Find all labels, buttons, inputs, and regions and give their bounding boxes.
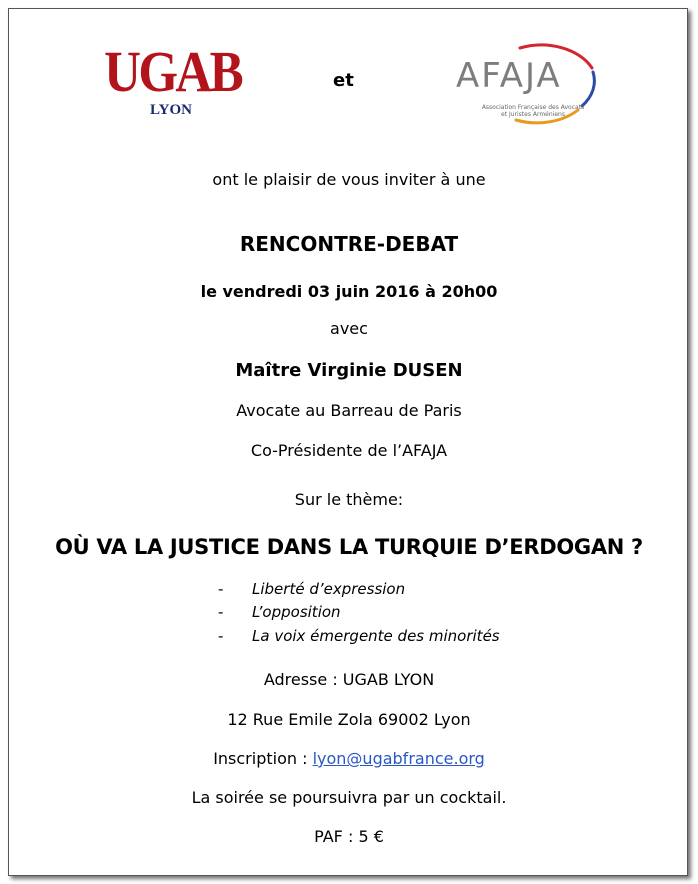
- entry-fee: PAF : 5 €: [314, 827, 384, 846]
- registration-email-link[interactable]: lyon@ugabfrance.org: [312, 749, 485, 768]
- theme-label: Sur le thème:: [294, 490, 404, 509]
- speaker-role-2: Co-Présidente de l’AFAJA: [250, 441, 448, 460]
- speaker-role-1: Avocate au Barreau de Paris: [236, 401, 462, 420]
- ugab-logo-text: UGAB: [104, 39, 242, 104]
- invitation-intro: ont le plaisir de vous inviter à une: [212, 170, 486, 189]
- ugab-logo-city: LYON: [150, 102, 192, 118]
- ugab-logo: [95, 39, 247, 124]
- registration-line: [0, 749, 698, 769]
- topic-dash: -: [218, 580, 224, 598]
- header-connector: et: [333, 70, 354, 91]
- topic-item: [218, 579, 405, 599]
- event-type: RENCONTRE-DEBAT: [239, 232, 459, 256]
- theme-title: OÙ VA LA JUSTICE DANS LA TURQUIE D’ERDOGAN ?: [55, 535, 643, 559]
- topic-dash: -: [218, 603, 224, 621]
- speaker-name: Maître Virginie DUSEN: [235, 360, 463, 381]
- address-street: 12 Rue Emile Zola 69002 Lyon: [227, 710, 471, 729]
- address-label: Adresse : UGAB LYON: [263, 670, 435, 689]
- topic-text: Liberté d’expression: [252, 580, 406, 598]
- event-date: le vendredi 03 juin 2016 à 20h00: [200, 282, 498, 301]
- topic-item: [218, 602, 341, 622]
- registration-label: Inscription :: [213, 749, 313, 768]
- topic-dash: -: [218, 627, 224, 645]
- topic-text: La voix émergente des minorités: [252, 627, 500, 645]
- with-label: avec: [330, 319, 368, 338]
- closing-note: La soirée se poursuivra par un cocktail.: [191, 788, 507, 807]
- afaja-logo-text: AFAJA: [456, 56, 562, 96]
- topic-item: [218, 626, 500, 646]
- afaja-logo: [450, 36, 610, 128]
- topic-text: L’opposition: [252, 603, 341, 621]
- afaja-logo-subtitle: Association Française des Avocats et Juristes Arméniens: [481, 104, 585, 118]
